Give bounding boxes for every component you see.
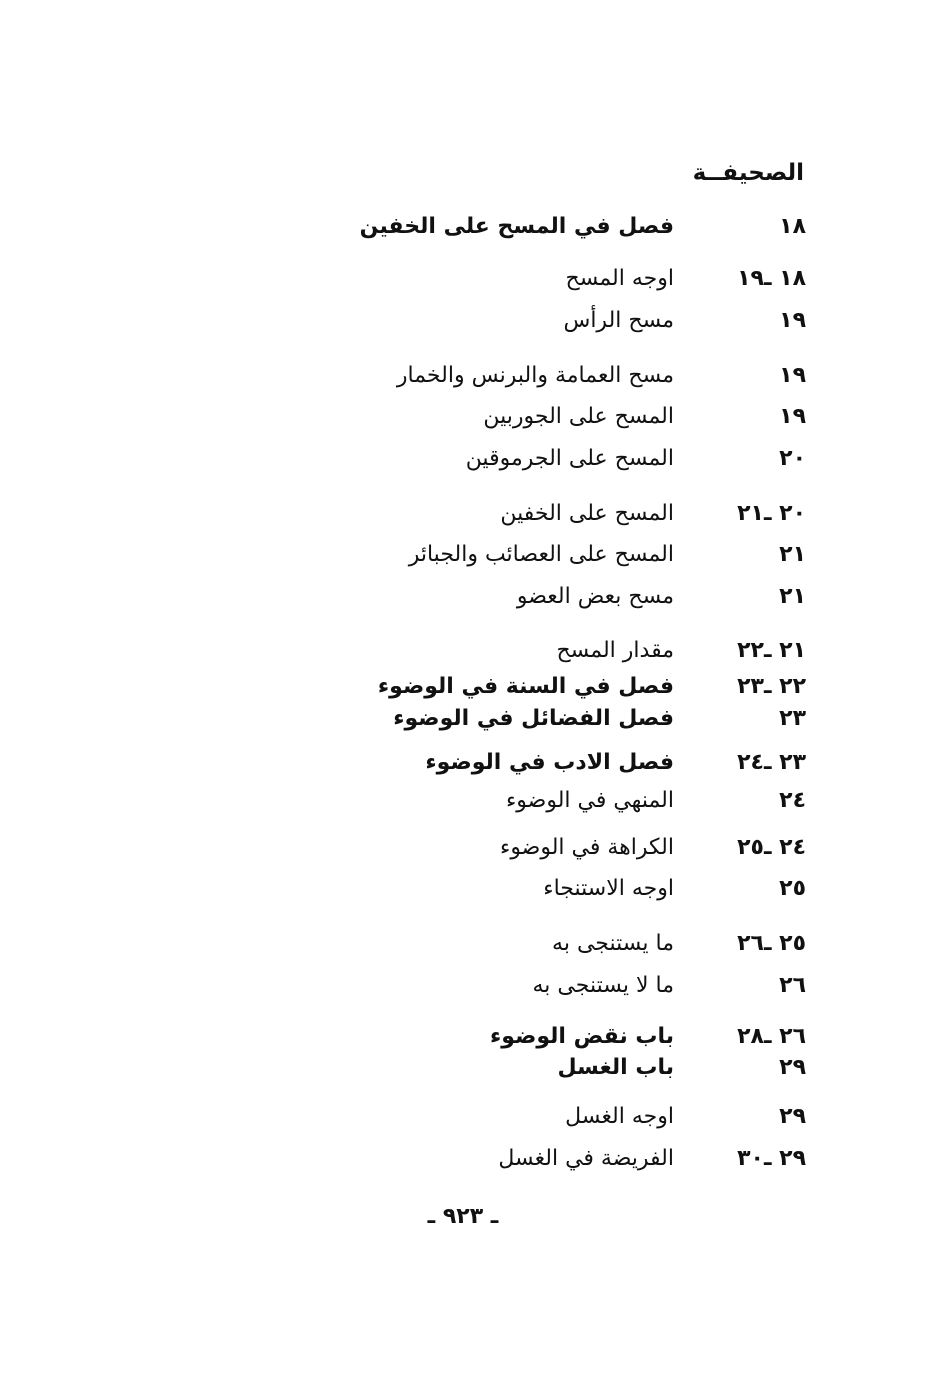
toc-entry-title: اوجه الاستنجاء	[543, 876, 674, 901]
toc-entry	[0, 670, 926, 704]
toc-entry-pages: ٢٢ ـ٢٣	[737, 674, 806, 699]
toc-entry	[0, 927, 926, 961]
toc-entry	[0, 442, 926, 476]
page-column-heading: الصحيفــة	[692, 160, 804, 186]
toc-entry-title: مسح الرأس	[563, 308, 674, 333]
toc-entry-title: الكراهة في الوضوء	[499, 835, 674, 860]
toc-entry	[0, 831, 926, 865]
toc-entry	[0, 210, 926, 244]
toc-entry-pages: ٢١ ـ٢٢	[737, 638, 806, 663]
toc-entry-pages: ٢٥	[779, 876, 806, 901]
toc-entry-pages: ٢٩	[779, 1104, 806, 1129]
toc-entry	[0, 538, 926, 572]
toc-entry-pages: ٢٠ ـ٢١	[737, 501, 806, 526]
toc-entry-title: المنهي في الوضوء	[505, 788, 674, 813]
toc-entry-title: باب الغسل	[557, 1055, 674, 1080]
toc-entry-title: فصل الفضائل في الوضوء	[393, 706, 674, 731]
toc-entry-title: مسح بعض العضو	[516, 584, 674, 609]
toc-entry-pages: ١٩	[779, 404, 806, 429]
toc-entry-title: المسح على الجرموقين	[465, 446, 674, 471]
toc-entry-title: اوجه المسح	[565, 266, 674, 291]
toc-entry-pages: ٢٣ ـ٢٤	[737, 750, 806, 775]
toc-entry-pages: ٢١	[779, 584, 806, 609]
toc-entry-title: باب نقض الوضوء	[490, 1024, 674, 1049]
toc-entry	[0, 872, 926, 906]
toc-entry-title: مسح العمامة والبرنس والخمار	[396, 363, 674, 388]
toc-entry-title: مقدار المسح	[556, 638, 674, 663]
toc-entry	[0, 969, 926, 1003]
page-number: ـ ٩٢٣ ـ	[427, 1204, 499, 1229]
toc-entry-title: ما يستنجى به	[552, 931, 674, 956]
toc-entry	[0, 497, 926, 531]
toc-entry	[0, 1020, 926, 1054]
toc-entry	[0, 304, 926, 338]
toc-entry-pages: ٢٣	[779, 706, 806, 731]
toc-entry-pages: ٢٤	[779, 788, 806, 813]
toc-entry-title: المسح على الخفين	[500, 501, 674, 526]
toc-entry-pages: ٢٦	[779, 973, 806, 998]
toc-entry-pages: ١٩	[779, 363, 806, 388]
toc-entry-title: فصل في المسح على الخفين	[359, 214, 674, 239]
toc-entry-title: فصل في السنة في الوضوء	[377, 674, 674, 699]
toc-entry	[0, 1142, 926, 1176]
toc-entry-title: ما لا يستنجى به	[532, 973, 674, 998]
toc-entry	[0, 746, 926, 780]
toc-entry-pages: ٢٤ ـ٢٥	[737, 835, 806, 860]
toc-entry	[0, 1100, 926, 1134]
toc-entry-title: اوجه الغسل	[565, 1104, 674, 1129]
toc-entry-pages: ١٩	[779, 308, 806, 333]
toc-entry	[0, 359, 926, 393]
toc-entry-pages: ١٨	[779, 214, 806, 239]
toc-entry-pages: ٢٠	[779, 446, 806, 471]
toc-entry-pages: ٢١	[779, 542, 806, 567]
toc-entry-title: فصل الادب في الوضوء	[425, 750, 674, 775]
toc-entry-pages: ٢٩	[779, 1055, 806, 1080]
toc-entry	[0, 634, 926, 668]
toc-entry	[0, 1051, 926, 1085]
toc-entry	[0, 400, 926, 434]
toc-entry-pages: ٢٦ ـ٢٨	[737, 1024, 806, 1049]
toc-entry	[0, 580, 926, 614]
toc-entry	[0, 784, 926, 818]
toc-entry-pages: ٢٩ ـ٣٠	[737, 1146, 806, 1171]
toc-entry-pages: ١٨ ـ١٩	[737, 266, 806, 291]
toc-entry	[0, 702, 926, 736]
toc-entry-title: المسح على الجوربين	[483, 404, 674, 429]
toc-entry	[0, 262, 926, 296]
toc-entry-title: المسح على العصائب والجبائر	[408, 542, 674, 567]
toc-entry-pages: ٢٥ ـ٢٦	[737, 931, 806, 956]
toc-entry-title: الفريضة في الغسل	[498, 1146, 674, 1171]
